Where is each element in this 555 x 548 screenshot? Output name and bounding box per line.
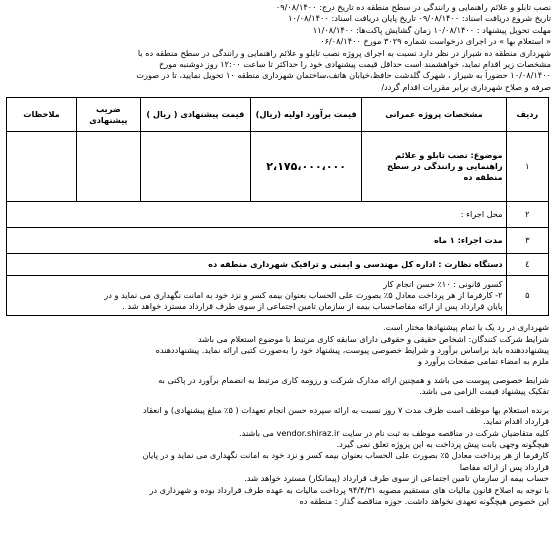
spacer: [6, 368, 549, 375]
body-line: هیچگونه وجهی بابت پیش پرداخت به این پروژه تعلق نمی گیرد.: [336, 438, 549, 449]
body-line: شرایط خصوصی پیوست می باشد و همچنین ارائه مدارک شرکت و رزومه کاری مرتبط به انضمام برآورد در پاکتی به: [158, 374, 549, 385]
deduction-line: پایان قرارداد پس از ارائه مفاصاحساب بیمه از سازمان تامین اجتماعی از سوی طرف قرارداد مسترد خواهد شد .: [122, 301, 503, 312]
coef-cell[interactable]: [77, 132, 141, 202]
col-header-coef: ضریب پیشنهادی: [77, 98, 141, 132]
col-header-spec: مشخصات پروژه عمرانی: [362, 98, 506, 132]
header-line: مهلت تحویل پیشنهاد : ۱۰/۰۸/۱۴۰۰ زمان گشایش پاکت‌ها: ۱۱/۰۸/۱۴۰۰: [312, 24, 551, 35]
header-line: نصب تابلو و علائم راهنمایی و رانندگی در سطح منطقه ده تاریخ درج: ۰۹/۰۸/۱۴۰۰: [275, 2, 551, 12]
table-row: [7, 202, 549, 228]
table-row: [7, 228, 549, 254]
supervision-cell: دستگاه نظارت : اداره کل مهندسی و ایمنی و ترافیک شهرداری منطقه ده: [7, 254, 507, 276]
table-row: [7, 254, 549, 276]
header-line: شهرداری منطقه ده شیراز در نظر دارد نسبت به اجرای پروژه نصب تابلو و علائم راهنمایی و رانندگی در سطح منطقه ده با: [137, 47, 551, 58]
body-line: برنده استعلام بها موظف است ظرف مدت ۷ روز نسبت به ارائه سپرده حسن انجام تعهدات ( ۵٪ مبلغ پیشنهادی) و انعقاد: [142, 404, 549, 415]
table-row: [7, 276, 549, 316]
body-line: قرارداد پس از ارائه مفاصا: [459, 461, 549, 472]
project-table: [6, 97, 549, 316]
notice-header: [0, 0, 555, 93]
row-number: ۵: [506, 276, 548, 316]
row-number: ۳: [506, 228, 548, 254]
deduction-line: کسور قانونی : ۱۰٪ حسن انجام کار: [383, 279, 503, 290]
body-line: شرایط شرکت کنندگان: اشخاص حقیقی و حقوقی دارای سابقه کاری مرتبط با موضوع استعلام می باشد: [198, 333, 549, 344]
header-line: ۱۰/۰۸/۱۴۰۰ حضوراً به شیراز ، شهرک گلدشت حافظ،خیابان هاتف،ساختمان شهرداری منطقه ۱۰ تحویل نمایید، تا در صورت: [136, 70, 551, 81]
col-header-notes: ملاحظات: [7, 98, 77, 132]
body-line: کارفرما از هر پرداخت معادل ۵٪ بصورت علی الحساب بعنوان بیمه کسر و نزد خود به امانت نگهداری می نماید و در پایان: [142, 450, 549, 461]
estimate-value: ۲،۱۷۵،۰۰۰،۰۰۰: [250, 132, 361, 202]
col-header-estimate: قیمت برآورد اولیه (ریال): [250, 98, 361, 132]
deductions-cell: [7, 276, 507, 316]
body-line: حساب بیمه از سازمان تامین اجتماعی از سوی طرف قرارداد (پیمانکار) مسترد خواهد شد.: [244, 473, 549, 484]
body-line: شهرداری در رد یک یا تمام پیشنهادها مختار است.: [382, 322, 549, 333]
project-subject: موضوع: نصب تابلو و علائم راهنمایی و رانندگی در سطح منطقه ده: [362, 132, 506, 202]
body-line: پیشنهاددهنده باید براساس برآورد و شرایط خصوصی پیوست، پیشنهاد خود را به‌صورت کتبی ارائه نماید. پیشنهاددهنده: [155, 345, 549, 356]
row-number: ۲: [506, 202, 548, 228]
col-header-offer: قیمت پیشنهادی ( ریال ): [140, 98, 250, 132]
row-number: ٤: [506, 254, 548, 276]
body-line: قرارداد اقدام نماید.: [483, 416, 549, 427]
conditions-text: [0, 316, 555, 507]
body-line: ملزم به امضاء تمامی صفحات برآورد و: [418, 356, 549, 367]
header-line: تاریخ شروع دریافت اسناد: ۰۹/۰۸/۱۴۰۰ تاریخ پایان دریافت اسناد: ۱۰/۰۸/۱۴۰۰: [288, 13, 551, 24]
offer-price-cell[interactable]: [140, 132, 250, 202]
table-header-row: [7, 98, 549, 132]
body-line: این خصوص هیچگونه تعهدی نخواهد داشت. حوزه مناقصه گذار : منطقه ده: [299, 495, 549, 506]
row-number: ۱: [506, 132, 548, 202]
location-cell: محل اجراء :: [7, 202, 507, 228]
header-line: صرفه و صلاح شهرداری برابر مقررات اقدام گردد/: [381, 81, 551, 92]
deduction-line: ۲- کارفرما از هر پرداخت معادل ۵٪ بصورت علی الحساب بعنوان بیمه کسر و نزد خود به امانت نگهداری می نماید و در: [104, 290, 503, 301]
spacer: [6, 398, 549, 405]
header-line: مشخصات زیر اقدام نماید، خواهشمند است حداقل قیمت پیشنهادی خود را حداکثر تا ساعت ۱۲:۰۰ روز دوشنبه مورخ: [158, 59, 551, 70]
table-row: [7, 132, 549, 202]
body-line: کلیه متقاضیان شرکت در مناقصه موظف به ثبت نام در سایت vendor.shiraz.ir می باشند.: [239, 427, 549, 438]
body-line: با توجه به اصلاح قانون مالیات های مستقیم مصوبه ۹۴/۴/۳۱ پرداخت مالیات به عهده طرف قرارداد بوده و شهرداری در: [149, 484, 549, 495]
notes-cell: [7, 132, 77, 202]
header-line: « استعلام بها » در اجرای درخواست شماره ۳۰۲۹ مورخ ۰۶/۰۸/۱۴۰۰: [320, 36, 551, 47]
body-line: تفکیک پیشنهاد قیمت الزامی می باشد.: [419, 386, 549, 397]
duration-cell: مدت اجراء: ۱ ماه: [7, 228, 507, 254]
col-header-row: ردیف: [506, 98, 548, 132]
